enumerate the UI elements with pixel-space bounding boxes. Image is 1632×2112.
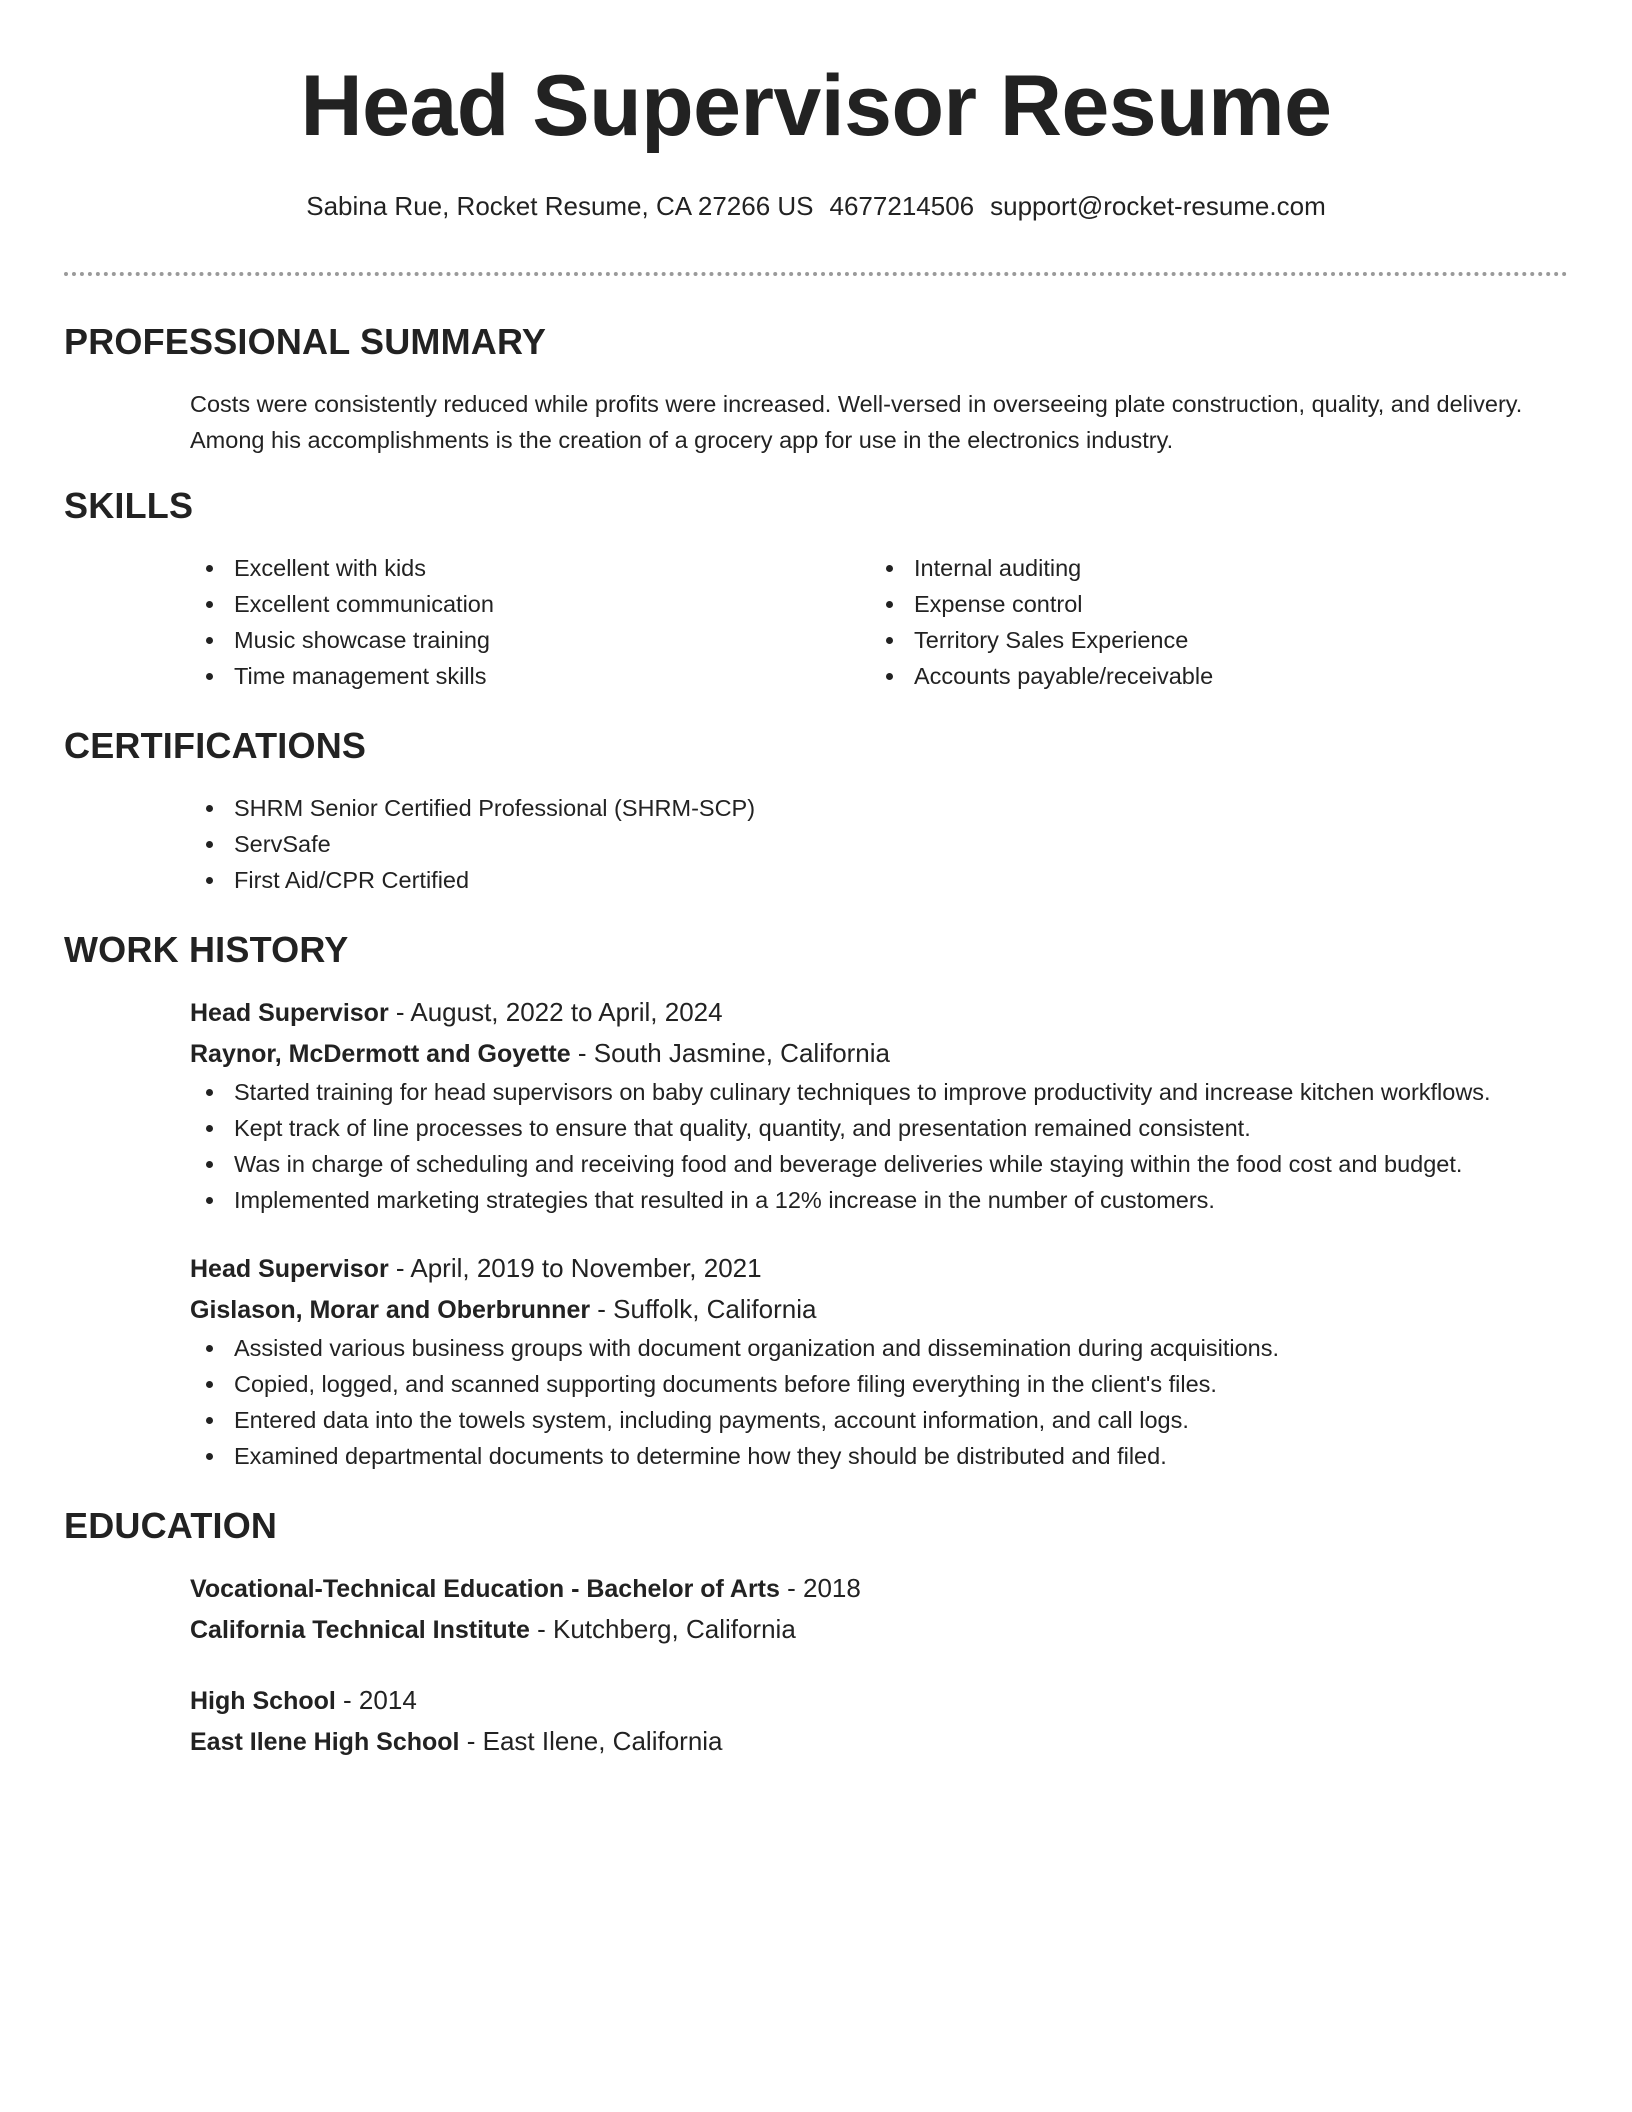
certification-item: First Aid/CPR Certified	[190, 862, 1568, 898]
resume-page	[64, 0, 1568, 1792]
education-school: East Ilene High School	[190, 1728, 460, 1756]
section-heading-summary: PROFESSIONAL SUMMARY	[64, 321, 547, 362]
education-degree-line	[190, 1680, 1568, 1721]
job-bullets	[190, 1330, 1568, 1474]
work-history-body	[190, 992, 1568, 1474]
section-heading-education: EDUCATION	[64, 1505, 278, 1546]
skill-item: Internal auditing	[870, 550, 1550, 586]
job-location: - South Jasmine, California	[570, 1038, 891, 1068]
skill-item: Music showcase training	[190, 622, 870, 658]
education-school: California Technical Institute	[190, 1616, 530, 1644]
job-dates: - April, 2019 to November, 2021	[388, 1253, 762, 1283]
job-bullet: Examined departmental documents to determine how they should be distributed and filed.	[190, 1438, 1568, 1474]
education-section	[64, 1504, 1568, 1762]
summary-text: Costs were consistently reduced while profits were increased. Well-versed in overseeing plate construction, quality, and delivery. Among his accomplishments is the creation of a grocery app for use in the electronics industry.	[190, 391, 1523, 453]
job-dates: - August, 2022 to April, 2024	[388, 997, 723, 1027]
certifications-section	[64, 724, 1568, 898]
education-location: - Kutchberg, California	[529, 1614, 796, 1644]
education-school-line	[190, 1721, 1568, 1762]
summary-section	[64, 320, 1568, 458]
skills-section	[64, 484, 1568, 694]
job-company-line	[190, 1033, 1568, 1074]
job-bullets	[190, 1074, 1568, 1218]
job-bullet: Entered data into the towels system, including payments, account information, and call logs.	[190, 1402, 1568, 1438]
job-entry	[190, 1248, 1568, 1474]
job-title: Head Supervisor	[190, 999, 389, 1027]
skill-item: Expense control	[870, 586, 1550, 622]
skill-item: Excellent with kids	[190, 550, 870, 586]
certification-item: ServSafe	[190, 826, 1568, 862]
job-entry	[190, 992, 1568, 1218]
skill-item: Excellent communication	[190, 586, 870, 622]
education-year: - 2018	[779, 1573, 861, 1603]
job-location: - Suffolk, California	[590, 1294, 817, 1324]
section-heading-certifications: CERTIFICATIONS	[64, 725, 367, 766]
contact-email: support@rocket-resume.com	[990, 191, 1326, 221]
job-title-line	[190, 1248, 1568, 1289]
contact-phone: 4677214506	[829, 191, 975, 221]
job-bullet: Implemented marketing strategies that resulted in a 12% increase in the number of customers.	[190, 1182, 1568, 1218]
skills-list-right	[870, 550, 1550, 694]
job-company-line	[190, 1289, 1568, 1330]
job-title-line	[190, 992, 1568, 1033]
education-year: - 2014	[335, 1685, 417, 1715]
resume-title: Head Supervisor Resume	[300, 58, 1332, 154]
job-bullet: Assisted various business groups with document organization and dissemination during acquisitions.	[190, 1330, 1568, 1366]
skills-grid	[190, 550, 1568, 694]
education-entry	[190, 1568, 1568, 1650]
section-heading-skills: SKILLS	[64, 485, 194, 526]
skill-item: Time management skills	[190, 658, 870, 694]
certification-item: SHRM Senior Certified Professional (SHRM-SCP)	[190, 790, 1568, 826]
job-title: Head Supervisor	[190, 1255, 389, 1283]
work-history-section	[64, 928, 1568, 1474]
contact-line	[64, 190, 1568, 222]
job-bullet: Was in charge of scheduling and receiving food and beverage deliveries while staying within the food cost and budget.	[190, 1146, 1568, 1182]
certifications-list	[190, 790, 1568, 898]
skill-item: Accounts payable/receivable	[870, 658, 1550, 694]
education-body	[190, 1568, 1568, 1762]
header-divider	[64, 272, 1568, 276]
job-bullet: Kept track of line processes to ensure that quality, quantity, and presentation remained consistent.	[190, 1110, 1568, 1146]
skill-item: Territory Sales Experience	[870, 622, 1550, 658]
education-school-line	[190, 1609, 1568, 1650]
job-company: Raynor, McDermott and Goyette	[190, 1040, 571, 1068]
section-heading-work-history: WORK HISTORY	[64, 929, 349, 970]
summary-body	[190, 386, 1568, 458]
education-degree-line	[190, 1568, 1568, 1609]
education-location: - East Ilene, California	[459, 1726, 723, 1756]
skills-list-left	[190, 550, 870, 694]
certifications-body	[190, 790, 1568, 898]
education-degree: High School	[190, 1687, 336, 1715]
education-degree: Vocational-Technical Education - Bachelor of Arts	[190, 1575, 780, 1603]
job-bullet: Copied, logged, and scanned supporting documents before filing everything in the client's files.	[190, 1366, 1568, 1402]
job-company: Gislason, Morar and Oberbrunner	[190, 1296, 591, 1324]
education-entry	[190, 1680, 1568, 1762]
job-bullet: Started training for head supervisors on baby culinary techniques to improve productivity and increase kitchen workflows.	[190, 1074, 1568, 1110]
contact-address: Sabina Rue, Rocket Resume, CA 27266 US	[306, 191, 814, 221]
